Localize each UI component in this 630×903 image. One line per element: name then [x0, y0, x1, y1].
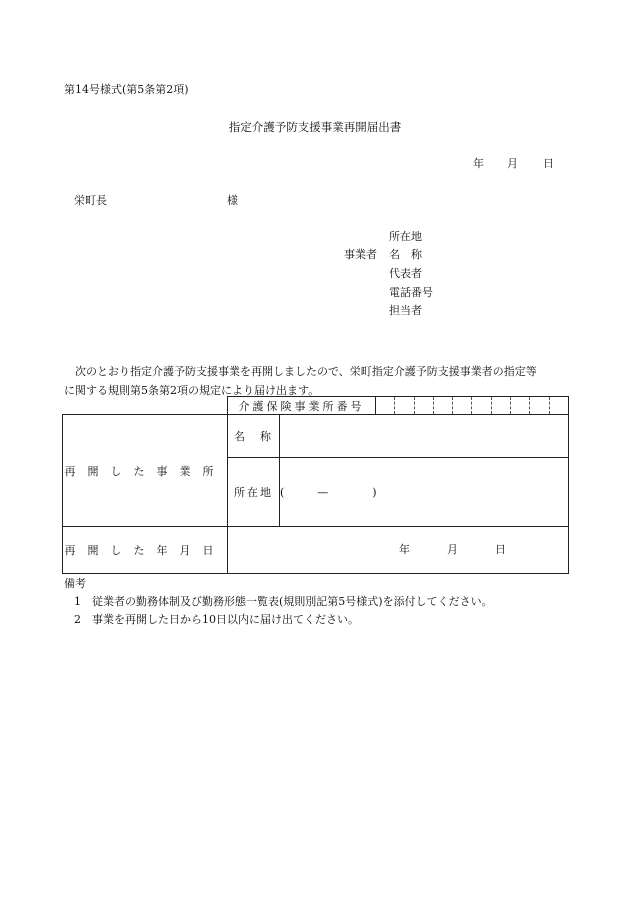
blank-cell: [63, 397, 228, 415]
digit-box[interactable]: [510, 397, 529, 414]
body-text: [64, 362, 574, 400]
document-title: 指定介護予防支援事業再開届出書: [228, 120, 402, 134]
note-item-2: 2 事業を再開した日から10日以内に届け出てください。: [74, 613, 359, 626]
reopen-date-input[interactable]: [228, 527, 569, 574]
reopen-month-label: 月: [447, 543, 458, 556]
digit-box[interactable]: [376, 397, 394, 414]
applicant-label: 事業者: [344, 248, 377, 261]
office-name-row: [63, 415, 569, 458]
office-address-input[interactable]: [280, 458, 569, 527]
digit-box[interactable]: [471, 397, 490, 414]
reopen-date-row: [63, 527, 569, 574]
date-month-label: 月: [507, 157, 518, 170]
body-line-2: に関する規則第5条第2項の規定により届け出ます。: [64, 384, 320, 397]
reopen-year-label: 年: [399, 543, 410, 556]
reopen-day-label: 日: [495, 543, 506, 556]
applicant-name-field: 名 称: [389, 248, 422, 261]
body-line-1: 次のとおり指定介護予防支援事業を再開しましたので、栄町指定介護予防支援事業者の指定等: [75, 365, 537, 378]
date-year-label: 年: [473, 157, 484, 170]
applicant-address-field: 所在地: [389, 230, 422, 243]
office-number-input[interactable]: [376, 397, 569, 415]
digit-box[interactable]: [452, 397, 471, 414]
postal-code-brackets: ( — ): [280, 486, 377, 499]
digit-box[interactable]: [394, 397, 413, 414]
note-item-1: 1 従業者の勤務体制及び勤務形態一覧表(規則別記第5号様式)を添付してください。: [74, 595, 493, 608]
form-code: 第14号様式(第5条第2項): [64, 83, 189, 96]
digit-box[interactable]: [414, 397, 433, 414]
digit-box[interactable]: [433, 397, 452, 414]
applicant-contact-field: 担当者: [389, 304, 422, 317]
date-day-label: 日: [543, 157, 554, 170]
reopen-date-label: 再開した年月日: [63, 527, 228, 574]
digit-box[interactable]: [549, 397, 568, 414]
reopened-office-label: 再開した事業所: [63, 415, 228, 527]
office-name-input[interactable]: [280, 415, 569, 458]
digit-box[interactable]: [491, 397, 510, 414]
office-address-label: 所在地: [228, 458, 280, 527]
office-number-label: 介護保険事業所番号: [228, 397, 376, 415]
reopen-form-table: [62, 396, 569, 574]
office-number-row: [63, 397, 569, 415]
addressee-honorific: 様: [227, 194, 238, 207]
office-name-label: 名 称: [228, 415, 280, 458]
applicant-phone-field: 電話番号: [389, 286, 433, 299]
notes-title: 備考: [64, 577, 86, 590]
addressee-name: 栄町長: [74, 194, 107, 207]
applicant-representative-field: 代表者: [389, 267, 422, 280]
digit-box[interactable]: [529, 397, 548, 414]
